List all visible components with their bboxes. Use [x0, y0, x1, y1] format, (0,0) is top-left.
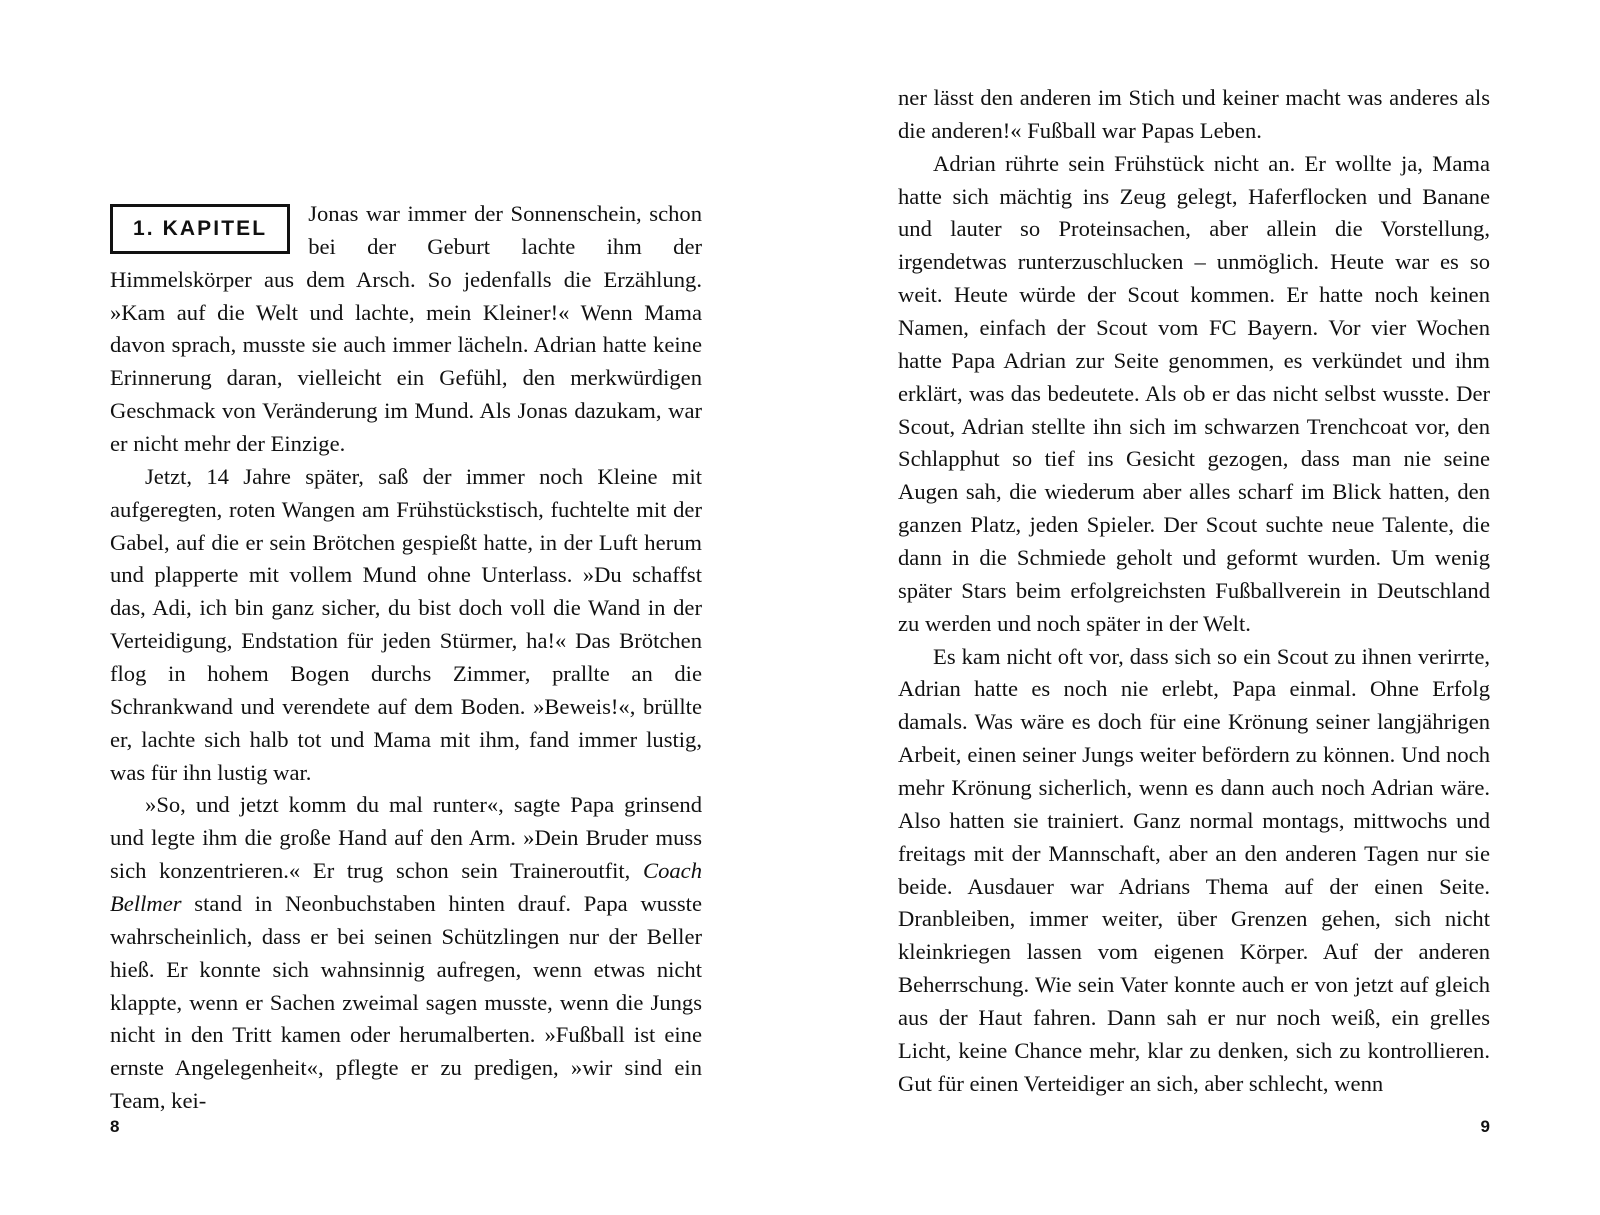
italic-phrase: Coach Bellmer — [110, 858, 702, 917]
paragraph-text-part2: stand in Neonbuchstaben hinten drauf. Papa wusste wahrscheinlich, dass er bei seinen Schützlingen nur der Beller hieß. Er konnte sich wahnsinnig aufregen, wenn etwas nicht klappte, wenn er Sachen zweimal sagen musste, wenn die Jungs nicht in den Tritt kamen oder herumalberten. »Fußball ist eine ernste Angelegenheit«, pflegte er zu predigen, »wir sind ein Team, kei- — [110, 891, 702, 1114]
paragraph — [110, 461, 702, 790]
paragraph: Adrian rührte sein Frühstück nicht an. Er wollte ja, Mama hatte sich mächtig ins Zeug gelegt, Haferflocken und Banane und lauter so Proteinsachen, aber allein die Vorstellung, irgendetwas runterzuschlucken – unmöglich. Heute war es so weit. Heute würde der Scout kommen. Er hatte noch keinen Namen, einfach der Scout vom FC Bayern. Vor vier Wochen hatte Papa Adrian zur Seite genommen, es verkündet und ihm erklärt, was das bedeutete. Als ob er das nicht selbst wusste. Der Scout, Adrian stellte ihn sich im schwarzen Trenchcoat vor, den Schlapphut so tief ins Gesicht gezogen, dass man nie seine Augen sah, die wiederum aber alles scharf im Blick hatten, den ganzen Platz, jeden Spieler. Der Scout suchte neue Talente, die dann in die Schmiede geholt und geformt wurden. Um wenig später Stars beim erfolgreichsten Fußballverein in Deutschland zu werden und noch später in der Welt. — [898, 150, 1490, 636]
paragraph-text-part1: »So, und jetzt komm du mal runter«, sagte Papa grinsend und legte ihm die große Hand auf den Arm. »Dein Bruder muss sich konzentrieren.« Er trug schon sein Traineroutfit, — [110, 792, 702, 884]
page-number-left: 8 — [110, 1117, 120, 1136]
paragraph-text: Jonas war immer der Sonnenschein, schon bei der Geburt lachte ihm der Himmelskörper aus dem Arsch. So jedenfalls die Erzählung. »Kam auf die Welt und lachte, mein Kleiner!« Wenn Mama davon sprach, musste sie auch immer lächeln. Adrian hatte keine Erinnerung daran, vielleicht ein Gefühl, den merkwürdigen Geschmack von Veränderung im Mund. Als Jonas dazukam, war er nicht mehr der Einzige. — [110, 201, 702, 457]
chapter-badge: 1. KAPITEL — [110, 204, 290, 254]
paragraph: Es kam nicht oft vor, dass sich so ein Scout zu ihnen verirrte, Adrian hatte es noch nie erlebt, Papa einmal. Ohne Erfolg damals. Was wäre es doch für eine Krönung seiner langjährigen Arbeit, einen seiner Jungs weiter befördern zu können. Und noch mehr Krönung sicherlich, wenn es dann auch noch Adrian wäre. Also hatten sie trainiert. Ganz normal montags, mittwochs und freitags mit der Mannschaft, aber an den anderen Tagen nur sie beide. Ausdauer war Adrians Thema auf der einen Seite. Dranbleiben, immer weiter, über Grenzen gehen, sich nicht kleinkriegen lassen vom eigenen Körper. Auf der anderen Beherrschung. Wie sein Vater konnte auch er von jetzt auf gleich aus der Haut fahren. Dann sah er nur noch weiß, ein grelles Licht, keine Chance mehr, klar zu denken, sich zu kontrollieren. Gut für einen Verteidiger an sich, aber schlecht, wenn — [898, 643, 1490, 1096]
paragraph-continuation: ner lässt den anderen im Stich und keiner macht was anderes als die anderen!« Fußball war Papas Leben. — [898, 85, 1490, 143]
paragraph-with-italic — [110, 789, 702, 1118]
page-number-right: 9 — [1480, 1117, 1490, 1136]
paragraph-opening — [110, 198, 702, 461]
page-right — [800, 0, 1600, 1215]
paragraph-text: Jetzt, 14 Jahre später, saß der immer noch Kleine mit aufgeregten, roten Wangen am Frühstückstisch, fuchtelte mit der Gabel, auf die er sein Brötchen gespießt hatte, in der Luft herum und plapperte mit vollem Mund ohne Unterlass. »Du schaffst das, Adi, ich bin ganz sicher, du bist doch voll die Wand in der Verteidigung, Endstation für jeden Stürmer, ha!« Das Brötchen flog in hohem Bogen durchs Zimmer, prallte an die Schrankwand und verendete auf dem Boden. »Beweis!«, brüllte er, lachte sich halb tot und Mama mit ihm, fand immer lustig, was für ihn lustig war. — [110, 463, 702, 785]
page-left-textblock — [110, 198, 702, 1118]
page-right-textblock — [898, 82, 1490, 1101]
